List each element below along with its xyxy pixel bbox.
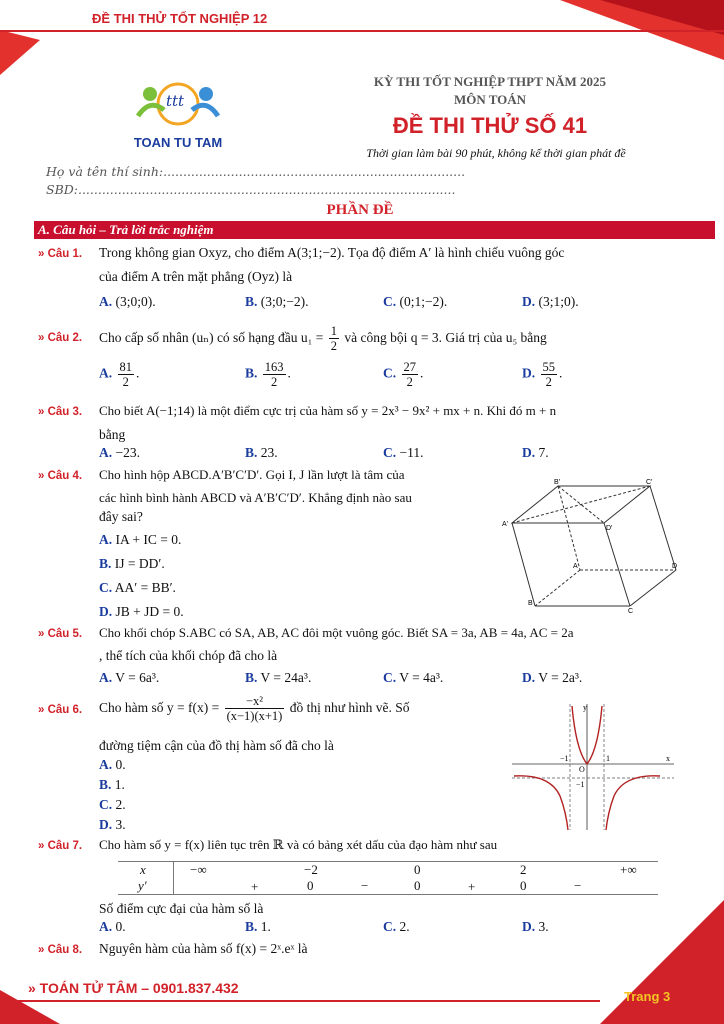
opt-letter: B. [245, 294, 258, 309]
logo-monogram: ttt [166, 92, 185, 110]
q7-d-text: 3. [538, 919, 549, 934]
sign: − [574, 878, 582, 893]
q3-line2: bằng [99, 427, 126, 442]
q3-line1: Cho biết A(−1;14) là một điểm cực trị của hàm số y = 2x³ − 9x² + mx + n. Khi đó m + n [99, 403, 557, 418]
x-value: +∞ [620, 862, 637, 877]
q4-option-a [99, 532, 181, 548]
opt-letter: B. [99, 556, 112, 571]
opt-letter: A. [99, 919, 113, 934]
q2-b-num: 163 [264, 360, 284, 374]
section-a-bar: A. Câu hỏi – Trả lời trắc nghiệm [34, 221, 715, 239]
exam-line-2: MÔN TOÁN [453, 92, 527, 107]
q6-option-d [99, 817, 126, 833]
q5-label: » Câu 5. [38, 628, 83, 640]
q6-frac-num: −x² [225, 694, 285, 709]
q3-a-text: −23. [115, 445, 140, 460]
y-label: y′ [138, 878, 147, 893]
q1-c-text: (0;1;−2). [399, 294, 448, 309]
opt-letter: A. [99, 365, 113, 381]
q2-line1 [99, 320, 547, 356]
q2-frac-num: 1 [330, 324, 337, 339]
q2-c-num: 27 [403, 360, 416, 374]
q6-c-text: 2. [115, 797, 126, 812]
q3-option-b [245, 445, 278, 461]
q5-line1: Cho khối chóp S.ABC có SA, AB, AC đôi một vuông góc. Biết SA = 3a, AB = 4a, AC = 2a [99, 625, 574, 640]
opt-letter: D. [99, 604, 113, 619]
opt-letter: D. [522, 919, 536, 934]
q6-a-text: 0. [115, 757, 126, 772]
q7-c-text: 2. [399, 919, 410, 934]
q4-d-text: JB + JD = 0. [115, 604, 184, 619]
q3-label: » Câu 3. [38, 406, 83, 418]
q5-line2: , thể tích của khối chóp đã cho là [99, 648, 278, 663]
q7-option-a [99, 919, 126, 935]
opt-letter: B. [245, 445, 258, 460]
header-rule [0, 30, 724, 32]
q6-option-b [99, 777, 125, 793]
q1-line1: Trong không gian Oxyz, cho điểm A(3;1;−2). Tọa độ điểm A′ là hình chiếu vuông góc [99, 245, 565, 260]
q7-b-text: 1. [260, 919, 271, 934]
x-value: 0 [414, 862, 421, 877]
graph-label: −1 [576, 780, 585, 789]
q7-line2: Số điểm cực đại của hàm số là [99, 901, 264, 916]
q6-line1 [99, 690, 410, 726]
graph-label: O [579, 765, 585, 774]
q8-line1: Nguyên hàm của hàm số f(x) = 2ˣ.eˣ là [99, 941, 308, 956]
box-label: B [528, 600, 533, 607]
opt-letter: C. [383, 294, 397, 309]
name-field: Họ và tên thí sinh:............................................................................ [46, 164, 466, 179]
sign: + [251, 879, 259, 894]
graph-label: −1 [560, 754, 569, 763]
q6-frac-den: (x−1)(x+1) [226, 709, 283, 724]
q5-option-d [522, 670, 582, 686]
opt-letter: B. [245, 365, 258, 381]
sign: 0 [307, 878, 314, 893]
q4-option-d [99, 604, 184, 620]
q4-option-c [99, 580, 176, 596]
q5-option-c [383, 670, 443, 686]
q6-b-text: 1. [114, 777, 125, 792]
q5-d-text: V = 2a³. [538, 670, 583, 685]
q7-option-b [245, 919, 271, 935]
q2-label: » Câu 2. [38, 332, 83, 344]
box-label: A′ [502, 521, 508, 528]
q2-d-frac [541, 360, 558, 389]
box-label: C [628, 608, 634, 614]
sign-table [118, 861, 658, 895]
sign-table-bottom-rule [118, 894, 658, 895]
opt-letter: C. [383, 919, 397, 934]
q8-label: » Câu 8. [38, 944, 83, 956]
graph-label: 1 [606, 754, 610, 763]
sign-table-divider [173, 861, 174, 895]
opt-letter: A. [99, 445, 113, 460]
q3-b-text: 23. [260, 445, 278, 460]
q5-option-b [245, 670, 311, 686]
q4-label: » Câu 4. [38, 470, 83, 482]
box-label: D′ [606, 525, 613, 532]
q7-label: » Câu 7. [38, 840, 83, 852]
x-value: −2 [304, 862, 318, 877]
q4-option-b [99, 556, 165, 572]
opt-letter: C. [383, 670, 397, 685]
q2-b-frac [263, 360, 286, 389]
box-figure [500, 478, 684, 614]
q7-option-c [383, 919, 410, 935]
function-graph [510, 700, 676, 832]
graph-label: x [666, 754, 670, 763]
q2-frac-den: 2 [330, 339, 337, 354]
opt-letter: A. [99, 532, 113, 547]
opt-letter: C. [383, 445, 397, 460]
opt-letter: A. [99, 294, 113, 309]
q5-option-a [99, 670, 159, 686]
q2-d-den: 2 [545, 375, 552, 389]
opt-letter: B. [245, 919, 258, 934]
q2-a-den: 2 [122, 375, 129, 389]
q4-line2: các hình bình hành ABCD và A′B′C′D′. Khẳng định nào sau [99, 490, 412, 505]
q1-d-text: (3;1;0). [538, 294, 579, 309]
graph-label: y [583, 703, 587, 712]
x-value: 2 [520, 862, 527, 877]
q1-option-b [245, 294, 309, 310]
q2-option-d: D. $\frac{55}{2}$ . [522, 360, 563, 389]
q5-a-text: V = 6a³. [115, 670, 160, 685]
opt-letter: B. [99, 777, 112, 792]
x-label: x [140, 862, 146, 877]
q4-line3: đây sai? [99, 509, 143, 524]
q2-c-den: 2 [406, 375, 413, 389]
opt-letter: C. [383, 365, 397, 381]
q2-post: và công bội q = 3. Giá trị của u₅ bằng [344, 330, 547, 345]
q2-option-b: B. $\frac{163}{2}$ . [245, 360, 291, 389]
q1-label: » Câu 1. [38, 248, 83, 260]
q4-a-text: IA + IC = 0. [115, 532, 182, 547]
q5-b-text: V = 24a³. [260, 670, 312, 685]
time-note: Thời gian làm bài 90 phút, không kể thời gian phát đề [366, 146, 626, 160]
q1-b-text: (3;0;−2). [260, 294, 309, 309]
opt-letter: A. [99, 670, 113, 685]
q6-d-text: 3. [115, 817, 126, 832]
exam-title: ĐỀ THI THỬ SỐ 41 [392, 113, 588, 138]
opt-letter: C. [99, 580, 113, 595]
exam-line-1: KỲ THI TỐT NGHIỆP THPT NĂM 2025 [373, 74, 607, 89]
q2-fraction [329, 324, 339, 353]
box-label: B′ [554, 479, 560, 486]
q2-option-a: A. $\frac{81}{2}$ . [99, 360, 140, 389]
q3-option-d [522, 445, 549, 461]
q2-a-frac [118, 360, 135, 389]
q6-option-a [99, 757, 126, 773]
q2-a-num: 81 [119, 360, 132, 374]
x-value: −∞ [190, 862, 207, 877]
sign: 0 [414, 878, 421, 893]
q1-option-a [99, 294, 156, 310]
opt-letter: D. [99, 817, 113, 832]
opt-letter: D. [522, 294, 536, 309]
q7-option-d [522, 919, 549, 935]
q3-c-text: −11. [399, 445, 424, 460]
q2-option-c: C. $\frac{27}{2}$ . [383, 360, 424, 389]
q6-pre: Cho hàm số y = f(x) = [99, 700, 220, 715]
q2-d-num: 55 [542, 360, 555, 374]
q1-line2: của điểm A trên mặt phẳng (Oyz) là [99, 269, 293, 284]
page-number: Trang 3 [624, 989, 671, 1004]
opt-letter: B. [245, 670, 258, 685]
q2-pre: Cho cấp số nhân (uₙ) có số hạng đầu u₁ = [99, 330, 324, 345]
q2-b-den: 2 [271, 375, 278, 389]
q4-b-text: IJ = DD′. [114, 556, 165, 571]
opt-letter: A. [99, 757, 113, 772]
q6-option-c [99, 797, 126, 813]
q1-option-c [383, 294, 447, 310]
opt-letter: D. [522, 365, 536, 381]
opt-letter: D. [522, 670, 536, 685]
q6-post: đồ thị như hình vẽ. Số [289, 700, 410, 715]
opt-letter: C. [99, 797, 113, 812]
sign: + [468, 879, 476, 894]
box-label: C′ [646, 479, 653, 486]
q7-a-text: 0. [115, 919, 126, 934]
q6-line2: đường tiệm cận của đồ thị hàm số đã cho là [99, 738, 334, 753]
box-label: A [573, 563, 578, 570]
logo-name: TOAN TU TAM [133, 135, 223, 150]
q3-option-a [99, 445, 140, 461]
q3-d-text: 7. [538, 445, 549, 460]
q6-label: » Câu 6. [38, 704, 83, 716]
q2-c-frac [402, 360, 419, 389]
box-label: D [672, 563, 678, 570]
sbd-field: SBD:............................................................................................... [46, 182, 456, 197]
q3-option-c [383, 445, 424, 461]
footer-rule [0, 1000, 600, 1002]
header-title: ĐỀ THI THỬ TỐT NGHIỆP 12 [92, 11, 268, 26]
opt-letter: D. [522, 445, 536, 460]
q1-a-text: (3;0;0). [115, 294, 156, 309]
footer-brand: » TOÁN TỬ TÂM – 0901.837.432 [28, 980, 239, 996]
part-title: PHẦN ĐỀ [326, 202, 394, 218]
q6-fraction [225, 694, 285, 723]
q4-c-text: AA′ = BB′. [114, 580, 176, 595]
sign: − [361, 878, 369, 893]
q4-line1: Cho hình hộp ABCD.A′B′C′D′. Gọi I, J lần lượt là tâm của [99, 467, 405, 482]
q1-option-d [522, 294, 579, 310]
logo [128, 76, 228, 154]
sign: 0 [520, 878, 527, 893]
q5-c-text: V = 4a³. [399, 670, 444, 685]
q7-line1: Cho hàm số y = f(x) liên tục trên ℝ và có bảng xét dấu của đạo hàm như sau [99, 837, 498, 852]
